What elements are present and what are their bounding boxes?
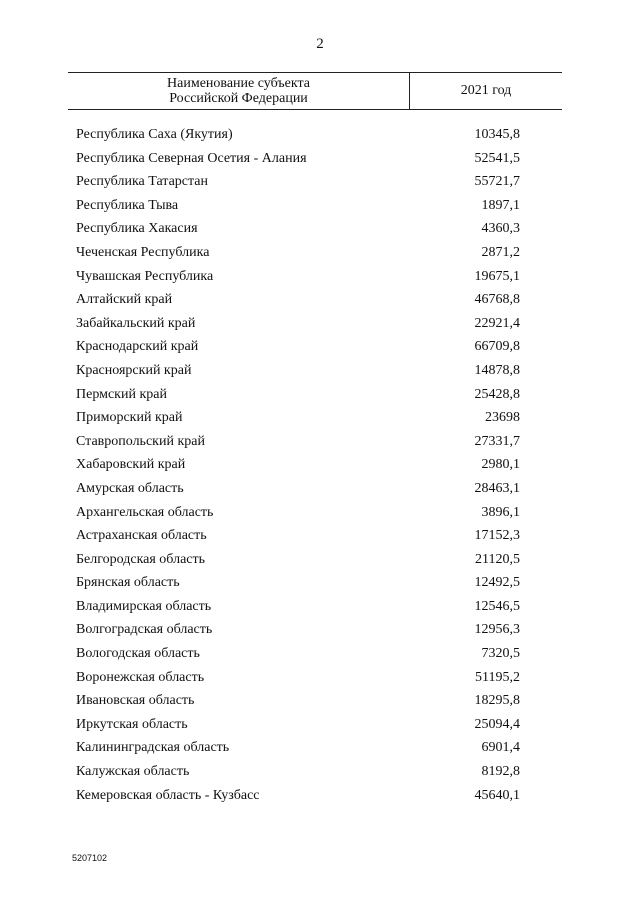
subject-name: Пермский край <box>76 386 167 402</box>
table-body <box>76 123 546 807</box>
table-row <box>76 477 546 501</box>
table-row <box>76 548 546 572</box>
subject-name: Республика Северная Осетия - Алания <box>76 150 307 166</box>
subject-value: 22921,4 <box>474 315 520 331</box>
subject-value: 25428,8 <box>474 386 520 402</box>
header-subject-name-line1: Наименование субъекта <box>167 76 310 91</box>
table-row <box>76 123 546 147</box>
subject-value: 52541,5 <box>474 150 520 166</box>
subject-value: 2980,1 <box>481 457 520 473</box>
subject-value: 66709,8 <box>474 339 520 355</box>
table-row <box>76 571 546 595</box>
table-row <box>76 453 546 477</box>
table-row <box>76 359 546 383</box>
subject-value: 51195,2 <box>475 669 520 685</box>
table-header <box>68 72 562 110</box>
table-row <box>76 170 546 194</box>
table-row <box>76 618 546 642</box>
table-row <box>76 288 546 312</box>
table-row <box>76 383 546 407</box>
table-row <box>76 760 546 784</box>
subject-name: Калининградская область <box>76 740 230 756</box>
table-row <box>76 312 546 336</box>
table-row <box>76 736 546 760</box>
subject-name: Брянская область <box>76 575 180 591</box>
table-row <box>76 713 546 737</box>
subject-value: 4360,3 <box>481 221 520 237</box>
table-row <box>76 335 546 359</box>
subject-name: Калужская область <box>76 764 190 780</box>
table-row <box>76 642 546 666</box>
subject-name: Ставропольский край <box>76 433 205 449</box>
subject-value: 28463,1 <box>474 480 520 496</box>
subject-name: Белгородская область <box>76 551 206 567</box>
table-row <box>76 147 546 171</box>
subject-value: 25094,4 <box>474 716 520 732</box>
subject-name: Краснодарский край <box>76 339 199 355</box>
subject-name: Чеченская Республика <box>76 244 210 260</box>
header-subject-name-line2: Российской Федерации <box>169 91 308 106</box>
subject-name: Республика Татарстан <box>76 174 209 190</box>
subject-value: 12956,3 <box>474 622 520 638</box>
subject-name: Архангельская область <box>76 504 214 520</box>
table-row <box>76 194 546 218</box>
subject-value: 6901,4 <box>481 740 520 756</box>
table-row <box>76 265 546 289</box>
subject-value: 45640,1 <box>474 787 520 803</box>
subject-name: Приморский край <box>76 410 183 426</box>
subject-value: 17152,3 <box>474 528 520 544</box>
subject-name: Астраханская область <box>76 528 207 544</box>
subject-name: Владимирская область <box>76 598 212 614</box>
table-row <box>76 524 546 548</box>
subject-value: 1897,1 <box>481 197 520 213</box>
subject-name: Республика Тыва <box>76 197 179 213</box>
table-row <box>76 430 546 454</box>
subject-value: 12492,5 <box>474 575 520 591</box>
subject-name: Хабаровский край <box>76 457 186 473</box>
subject-name: Иркутская область <box>76 716 188 732</box>
table-row <box>76 595 546 619</box>
subject-value: 21120,5 <box>475 551 520 567</box>
subject-name: Алтайский край <box>76 292 173 308</box>
subject-name: Республика Саха (Якутия) <box>76 127 233 142</box>
subject-value: 8192,8 <box>481 764 520 780</box>
subject-value: 7320,5 <box>481 646 520 662</box>
subject-value: 19675,1 <box>474 268 520 284</box>
table-row <box>76 406 546 430</box>
table-row <box>76 666 546 690</box>
header-year: 2021 год <box>460 83 512 98</box>
subject-value: 23698 <box>485 410 520 426</box>
table-row <box>76 689 546 713</box>
subject-name: Красноярский край <box>76 362 192 378</box>
subject-name: Ивановская область <box>76 693 195 709</box>
page-number: 2 <box>316 36 324 52</box>
subject-value: 46768,8 <box>474 292 520 308</box>
subject-name: Амурская область <box>76 480 184 496</box>
footer-code: 5207102 <box>72 853 108 863</box>
subject-name: Волгоградская область <box>76 622 213 638</box>
subject-name: Воронежская область <box>76 669 205 685</box>
subject-name: Республика Хакасия <box>76 221 198 237</box>
subject-name: Кемеровская область - Кузбасс <box>76 787 260 803</box>
subject-value: 10345,8 <box>474 127 520 142</box>
header-subject-name <box>68 73 410 109</box>
subject-name: Чувашская Республика <box>76 268 214 284</box>
table-row <box>76 784 546 808</box>
table-row <box>76 241 546 265</box>
table-row <box>76 217 546 241</box>
subject-value: 18295,8 <box>474 693 520 709</box>
subject-value: 2871,2 <box>481 244 520 260</box>
subject-name: Вологодская область <box>76 646 200 662</box>
subject-value: 14878,8 <box>474 362 520 378</box>
subject-value: 3896,1 <box>481 504 520 520</box>
subject-value: 12546,5 <box>474 598 520 614</box>
subject-value: 55721,7 <box>474 174 520 190</box>
subject-name: Забайкальский край <box>76 315 196 331</box>
table-row <box>76 501 546 525</box>
subject-value: 27331,7 <box>474 433 520 449</box>
